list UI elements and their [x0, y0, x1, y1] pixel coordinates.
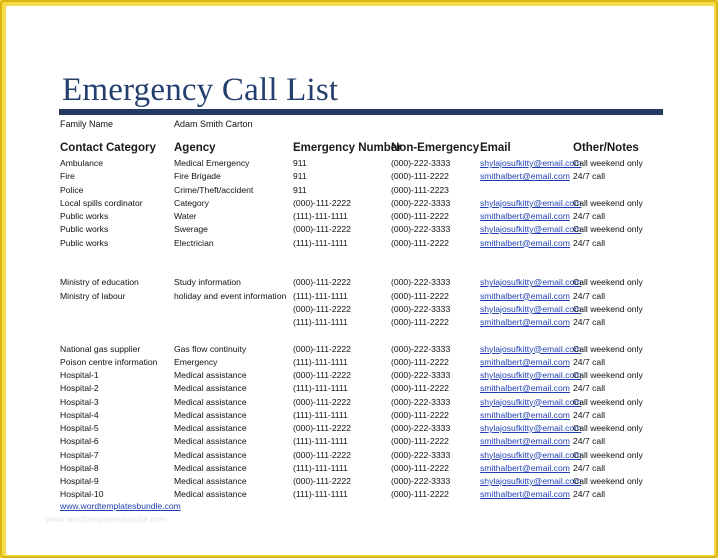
table-row	[6, 223, 714, 236]
watermark-text: www.wordtemplatesbundle.com	[46, 514, 167, 524]
agency-cell: Study information	[174, 277, 241, 288]
contact-category-cell: Public works	[60, 211, 109, 221]
notes-cell: Call weekend only	[573, 224, 643, 235]
emergency-number-cell: (000)-111-2222	[293, 197, 351, 208]
agency-cell: Crime/Theft/accident	[174, 184, 254, 195]
contact-category-cell: National gas supplier	[60, 343, 141, 354]
agency-cell: Medical Emergency	[174, 158, 250, 168]
agency-cell: Medical assistance	[174, 489, 247, 500]
non-emergency-cell: (000)-111-2222	[391, 171, 449, 182]
table-row	[6, 382, 714, 395]
agency-cell: Water	[174, 211, 197, 221]
notes-cell: Call weekend only	[573, 158, 643, 168]
header-contact-category: Contact Category	[60, 142, 156, 154]
notes-cell: Call weekend only	[573, 449, 643, 460]
agency-cell: Medical assistance	[174, 476, 247, 486]
email-link[interactable]: shylajosufkitty@email.com	[480, 343, 582, 354]
email-link[interactable]: shylajosufkitty@email.com	[480, 197, 582, 208]
family-name-value: Adam Smith Carton	[174, 119, 253, 129]
emergency-number-cell: 911	[293, 171, 307, 182]
notes-cell: 24/7 call	[573, 409, 606, 420]
non-emergency-cell: (000)-222-3333	[391, 396, 451, 407]
non-emergency-cell: (000)-111-2222	[391, 489, 449, 500]
email-link[interactable]: smithalbert@email.com	[480, 317, 570, 327]
agency-cell: Swerage	[174, 224, 208, 235]
notes-cell: 24/7 call	[573, 489, 606, 500]
notes-cell: 24/7 call	[573, 237, 606, 248]
email-link[interactable]: smithalbert@email.com	[480, 356, 570, 367]
email-link[interactable]: shylajosufkitty@email.com	[480, 158, 582, 168]
contact-category-cell: Police	[60, 184, 84, 195]
notes-cell: 24/7 call	[573, 356, 606, 367]
non-emergency-cell: (000)-111-2222	[391, 237, 449, 248]
notes-cell: Call weekend only	[573, 343, 643, 354]
emergency-number-cell: (000)-111-2222	[293, 303, 351, 314]
contact-category-cell: Poison centre information	[60, 356, 158, 367]
emergency-number-cell: (000)-111-2222	[293, 449, 351, 460]
agency-cell: Gas flow continuity	[174, 343, 247, 354]
emergency-number-cell: (000)-111-2222	[293, 423, 351, 433]
agency-cell: Medical assistance	[174, 383, 247, 394]
table-row	[6, 170, 714, 183]
email-link[interactable]: shylajosufkitty@email.com	[480, 396, 582, 407]
agency-cell: Medical assistance	[174, 462, 247, 473]
notes-cell: Call weekend only	[573, 197, 643, 208]
table-row	[6, 475, 714, 488]
email-link[interactable]: smithalbert@email.com	[480, 171, 570, 182]
emergency-number-cell: (111)-111-1111	[293, 436, 348, 447]
email-link[interactable]: shylajosufkitty@email.com	[480, 449, 582, 460]
contact-category-cell: Ambulance	[60, 158, 103, 168]
notes-cell: Call weekend only	[573, 476, 643, 486]
non-emergency-cell: (000)-222-3333	[391, 370, 451, 380]
contact-category-cell: Ministry of labour	[60, 290, 126, 301]
notes-cell: 24/7 call	[573, 436, 606, 447]
agency-cell: Category	[174, 197, 209, 208]
table-row	[6, 290, 714, 303]
non-emergency-cell: (000)-222-3333	[391, 476, 451, 486]
table-row	[6, 250, 714, 263]
email-link[interactable]: smithalbert@email.com	[480, 409, 570, 420]
contact-category-cell: Public works	[60, 237, 109, 248]
notes-cell: Call weekend only	[573, 303, 643, 314]
emergency-number-cell: (111)-111-1111	[293, 290, 348, 301]
email-link[interactable]: shylajosufkitty@email.com	[480, 370, 582, 380]
email-link[interactable]: smithalbert@email.com	[480, 211, 570, 221]
agency-cell: Fire Brigade	[174, 171, 221, 182]
emergency-number-cell: (000)-111-2222	[293, 476, 351, 486]
contact-category-cell: Hospital-4	[60, 409, 99, 420]
email-link[interactable]: smithalbert@email.com	[480, 290, 570, 301]
table-row	[6, 157, 714, 170]
emergency-number-cell: (000)-111-2222	[293, 396, 351, 407]
agency-cell: Medical assistance	[174, 436, 247, 447]
notes-cell: Call weekend only	[573, 370, 643, 380]
notes-cell: 24/7 call	[573, 171, 606, 182]
non-emergency-cell: (000)-222-3333	[391, 303, 451, 314]
agency-cell: Medical assistance	[174, 370, 247, 380]
contact-category-cell: Hospital-7	[60, 449, 99, 460]
table-row	[6, 303, 714, 316]
header-agency: Agency	[174, 142, 216, 154]
table-row	[6, 356, 714, 369]
table-row	[6, 184, 714, 197]
non-emergency-cell: (000)-111-2222	[391, 317, 449, 327]
email-link[interactable]: smithalbert@email.com	[480, 383, 570, 394]
emergency-number-cell: 911	[293, 184, 307, 195]
table-row	[6, 369, 714, 382]
email-link[interactable]: shylajosufkitty@email.com	[480, 277, 582, 288]
email-link[interactable]: shylajosufkitty@email.com	[480, 476, 582, 486]
footer-website-link[interactable]: www.wordtemplatesbundle.com	[60, 501, 181, 511]
table-row	[6, 329, 714, 342]
emergency-number-cell: (000)-111-2222	[293, 343, 351, 354]
notes-cell: 24/7 call	[573, 462, 606, 473]
contact-category-cell: Public works	[60, 224, 109, 235]
non-emergency-cell: (000)-222-3333	[391, 224, 451, 235]
contact-category-cell: Hospital-9	[60, 476, 99, 486]
table-row	[6, 449, 714, 462]
contact-category-cell: Fire	[60, 171, 75, 182]
page-title: Emergency Call List	[62, 72, 339, 108]
table-row	[6, 276, 714, 289]
family-name-label: Family Name	[60, 119, 114, 129]
agency-cell: holiday and event information	[174, 290, 287, 301]
non-emergency-cell: (000)-111-2222	[391, 409, 449, 420]
non-emergency-cell: (000)-222-3333	[391, 343, 451, 354]
contact-category-cell: Hospital-2	[60, 383, 99, 394]
email-link[interactable]: shylajosufkitty@email.com	[480, 303, 582, 314]
table-row	[6, 422, 714, 435]
non-emergency-cell: (000)-111-2222	[391, 356, 449, 367]
table-row	[6, 409, 714, 422]
header-email: Email	[480, 142, 511, 154]
email-link[interactable]: smithalbert@email.com	[480, 237, 570, 248]
table-row	[6, 237, 714, 250]
table-row	[6, 197, 714, 210]
email-link[interactable]: smithalbert@email.com	[480, 462, 570, 473]
email-link[interactable]: shylajosufkitty@email.com	[480, 224, 582, 235]
emergency-number-cell: (111)-111-1111	[293, 211, 348, 221]
notes-cell: Call weekend only	[573, 423, 643, 433]
table-row	[6, 396, 714, 409]
header-emergency-number: Emergency Number	[293, 142, 402, 154]
contact-category-cell: Hospital-10	[60, 489, 104, 500]
document-sheet	[6, 6, 714, 555]
title-rule	[59, 109, 663, 115]
table-row	[6, 263, 714, 276]
agency-cell: Medical assistance	[174, 423, 247, 433]
emergency-number-cell: (111)-111-1111	[293, 383, 348, 394]
emergency-number-cell: (111)-111-1111	[293, 356, 348, 367]
emergency-number-cell: 911	[293, 158, 307, 168]
non-emergency-cell: (000)-111-2222	[391, 383, 449, 394]
non-emergency-cell: (000)-222-3333	[391, 449, 451, 460]
non-emergency-cell: (000)-111-2222	[391, 462, 449, 473]
table-row	[6, 462, 714, 475]
table-row	[6, 343, 714, 356]
table-row	[6, 488, 714, 501]
notes-cell: 24/7 call	[573, 383, 606, 394]
agency-cell: Medical assistance	[174, 409, 247, 420]
non-emergency-cell: (000)-222-3333	[391, 158, 451, 168]
agency-cell: Medical assistance	[174, 396, 247, 407]
email-link[interactable]: smithalbert@email.com	[480, 436, 570, 447]
emergency-number-cell: (000)-111-2222	[293, 370, 351, 380]
emergency-number-cell: (000)-111-2222	[293, 277, 351, 288]
agency-cell: Emergency	[174, 356, 218, 367]
non-emergency-cell: (000)-222-3333	[391, 197, 451, 208]
emergency-number-cell: (111)-111-1111	[293, 409, 348, 420]
notes-cell: 24/7 call	[573, 211, 606, 221]
contact-category-cell: Hospital-3	[60, 396, 99, 407]
non-emergency-cell: (000)-222-3333	[391, 423, 451, 433]
non-emergency-cell: (000)-111-2222	[391, 211, 449, 221]
emergency-number-cell: (000)-111-2222	[293, 224, 351, 235]
email-link[interactable]: shylajosufkitty@email.com	[480, 423, 582, 433]
email-link[interactable]: smithalbert@email.com	[480, 489, 570, 500]
header-other-notes: Other/Notes	[573, 142, 639, 154]
non-emergency-cell: (000)-111-2223	[391, 184, 449, 195]
agency-cell: Medical assistance	[174, 449, 247, 460]
emergency-number-cell: (111)-111-1111	[293, 237, 348, 248]
notes-cell: 24/7 call	[573, 317, 606, 327]
emergency-number-cell: (111)-111-1111	[293, 462, 348, 473]
contact-category-cell: Hospital-8	[60, 462, 99, 473]
contact-category-cell: Hospital-5	[60, 423, 99, 433]
contact-category-cell: Hospital-1	[60, 370, 99, 380]
table-row	[6, 316, 714, 329]
agency-cell: Electrician	[174, 237, 214, 248]
non-emergency-cell: (000)-111-2222	[391, 436, 449, 447]
non-emergency-cell: (000)-222-3333	[391, 277, 451, 288]
non-emergency-cell: (000)-111-2222	[391, 290, 449, 301]
contact-category-cell: Ministry of education	[60, 277, 139, 288]
contact-category-cell: Local spills cordinator	[60, 197, 143, 208]
contact-category-cell: Hospital-6	[60, 436, 99, 447]
emergency-number-cell: (111)-111-1111	[293, 317, 348, 327]
notes-cell: Call weekend only	[573, 396, 643, 407]
notes-cell: Call weekend only	[573, 277, 643, 288]
table-row	[6, 210, 714, 223]
emergency-number-cell: (111)-111-1111	[293, 489, 348, 500]
header-non-emergency: Non-Emergency	[391, 142, 480, 154]
notes-cell: 24/7 call	[573, 290, 606, 301]
table-row	[6, 435, 714, 448]
